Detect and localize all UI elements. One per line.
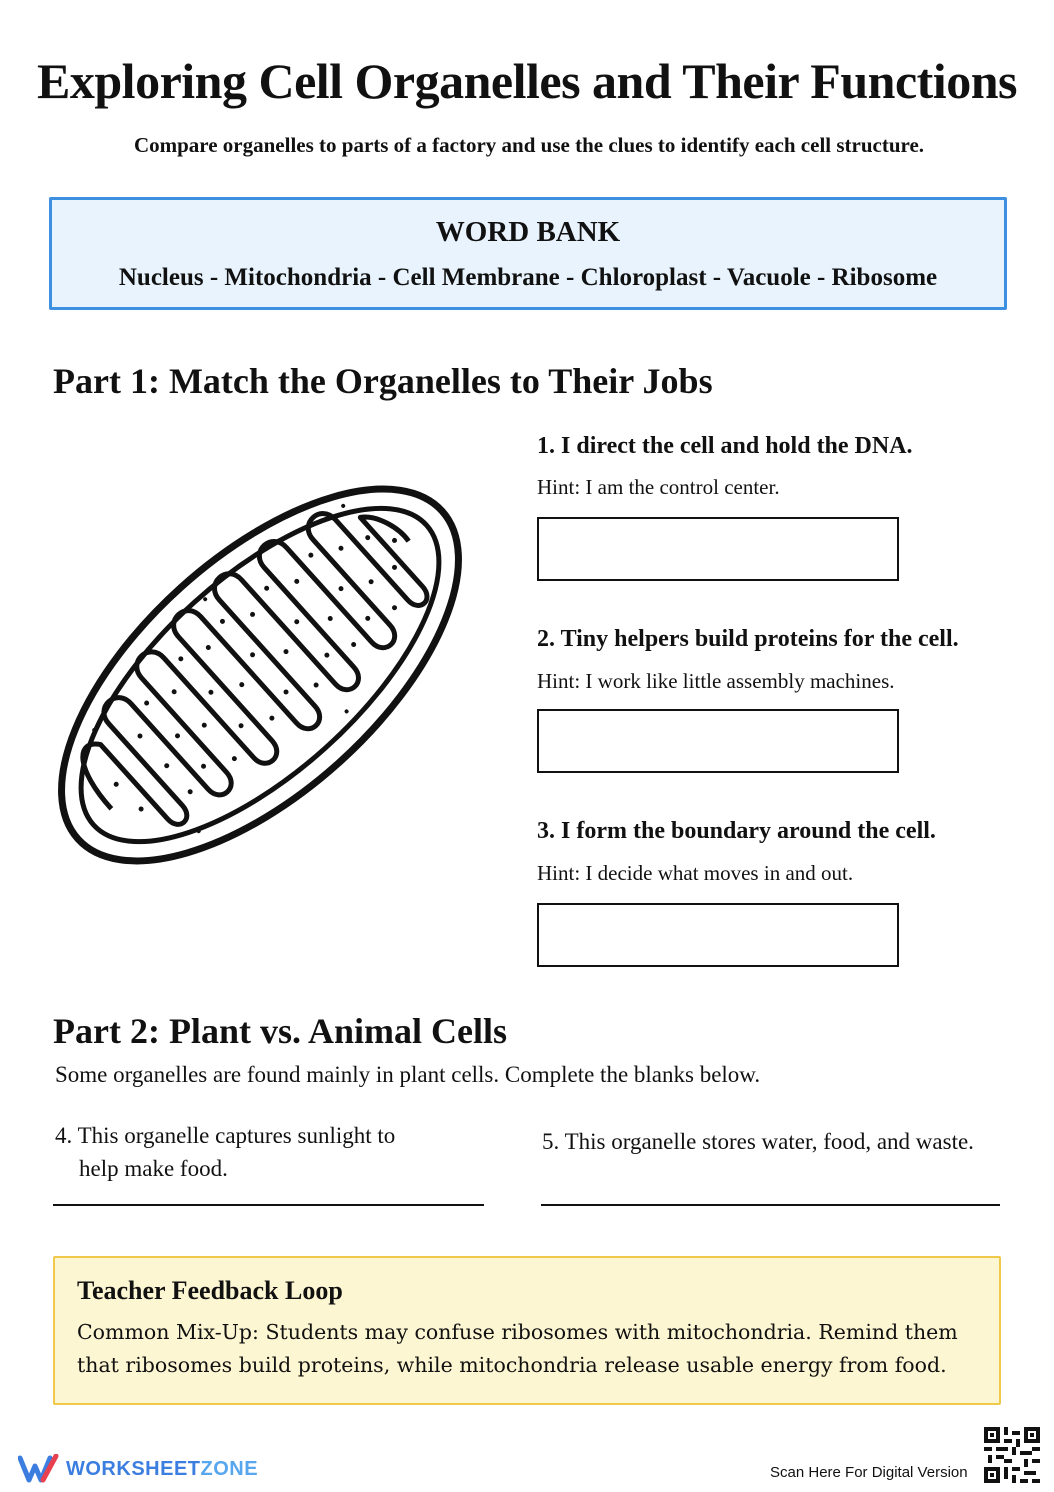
- question-4-text: [55, 1119, 395, 1185]
- mitochondrion-illustration: [40, 470, 480, 890]
- question-3-hint: Hint: I decide what moves in and out.: [537, 861, 854, 885]
- question-3-answer-box[interactable]: [537, 903, 899, 967]
- question-2-text: 2. Tiny helpers build proteins for the cell.: [537, 626, 959, 652]
- question-2-hint: Hint: I work like little assembly machines.: [537, 669, 895, 693]
- question-5-answer-line[interactable]: [541, 1204, 1000, 1206]
- question-1-text: 1. I direct the cell and hold the DNA.: [537, 433, 913, 459]
- brand-name-part2: ZONE: [200, 1458, 259, 1480]
- word-bank: [49, 197, 1007, 310]
- page-title: Exploring Cell Organelles and Their Functions: [37, 53, 1017, 109]
- feedback-body: [77, 1316, 982, 1382]
- teacher-feedback-box: [53, 1256, 1001, 1405]
- word-bank-words: Nucleus - Mitochondria - Cell Membrane - Chloroplast - Vacuole - Ribosome: [118, 264, 938, 291]
- part2-heading: Part 2: Plant vs. Animal Cells: [53, 1011, 507, 1051]
- feedback-line-2: that ribosomes build proteins, while mitochondria release usable energy from food.: [77, 1353, 947, 1377]
- qr-code-icon[interactable]: [984, 1426, 1040, 1484]
- question-2-answer-box[interactable]: [537, 709, 899, 773]
- question-1-answer-box[interactable]: [537, 517, 899, 581]
- feedback-line-1: Common Mix-Up: Students may confuse ribosomes with mitochondria. Remind them: [77, 1320, 958, 1344]
- brand-name[interactable]: [66, 1458, 258, 1481]
- part2-description: Some organelles are found mainly in plant cells. Complete the blanks below.: [55, 1062, 761, 1087]
- question-4-line2: help make food.: [79, 1156, 228, 1181]
- scan-caption: Scan Here For Digital Version: [770, 1464, 968, 1481]
- question-3-text: 3. I form the boundary around the cell.: [537, 818, 936, 844]
- part1-heading: Part 1: Match the Organelles to Their Jobs: [53, 361, 713, 401]
- question-4-line1: 4. This organelle captures sunlight to: [55, 1123, 396, 1148]
- question-4-answer-line[interactable]: [53, 1204, 484, 1206]
- worksheetzone-logo-icon: [18, 1454, 60, 1484]
- question-5-text: 5. This organelle stores water, food, and waste.: [542, 1129, 974, 1154]
- word-bank-title: WORD BANK: [435, 216, 621, 248]
- page-subtitle: Compare organelles to parts of a factory and use the clues to identify each cell structure.: [133, 133, 925, 157]
- question-1-hint: Hint: I am the control center.: [537, 475, 780, 499]
- brand-name-part1: WORKSHEET: [66, 1458, 201, 1480]
- feedback-title: Teacher Feedback Loop: [77, 1276, 343, 1305]
